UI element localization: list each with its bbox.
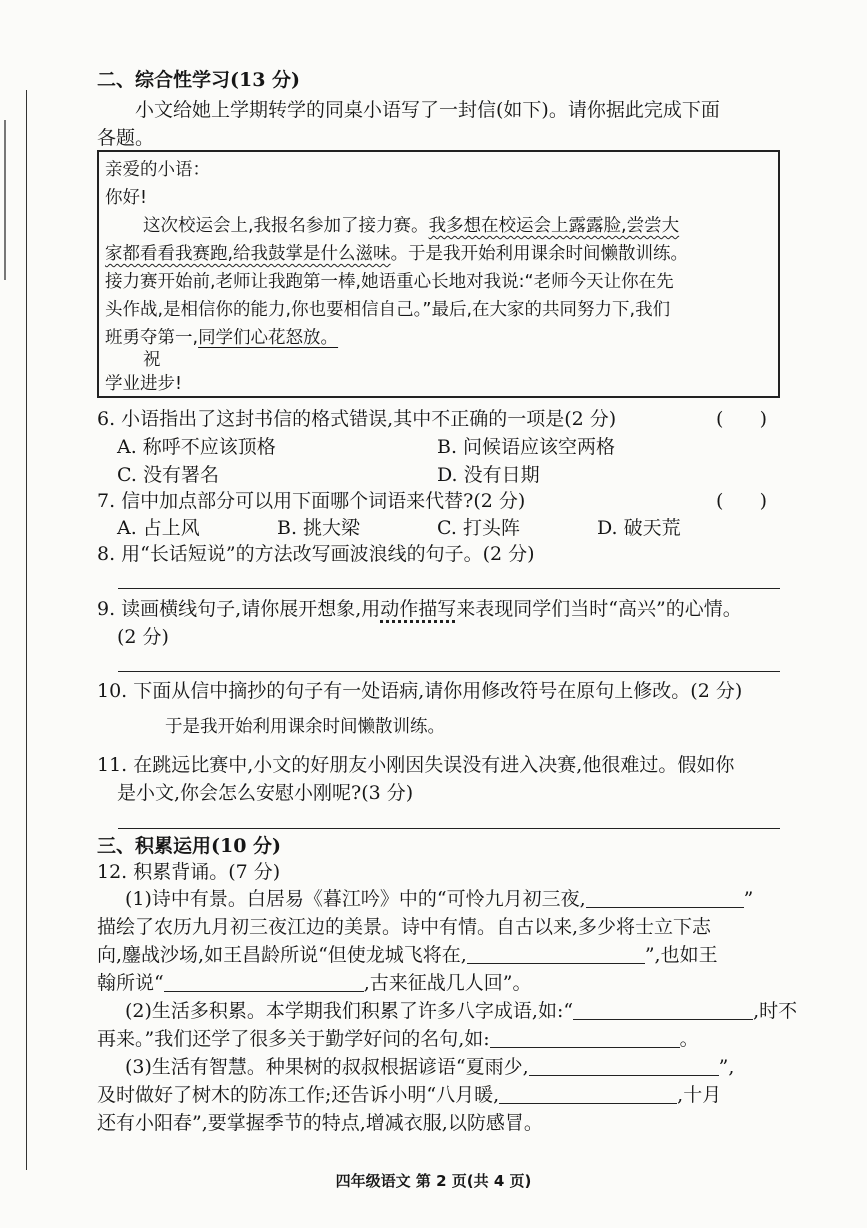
q12-text: (2)生活多积累。本学期我们积累了许多八字成语,如:“ xyxy=(125,1000,574,1022)
letter-line-3: 接力赛开始前,老师让我跑第一棒,她语重心长地对我说:“老师今天让你在先 xyxy=(105,272,674,292)
letter-text: 。于是我开始利用课余时间懒散训练。 xyxy=(390,244,689,264)
letter-text: 这次校运会上,我报名参加了接力赛。 xyxy=(143,216,429,236)
q9-text: 来表现同学们当时“高兴”的心情。 xyxy=(456,598,742,620)
q10-sentence[interactable]: 于是我开始利用课余时间懒散训练。 xyxy=(165,717,445,737)
q12-text: 向,鏖战沙场,如王昌龄所说“但使龙城飞将在, xyxy=(97,944,467,966)
q6-answer-paren[interactable]: ( ) xyxy=(716,408,768,430)
letter-text: 班勇夺第一, xyxy=(105,328,199,348)
blank-idiom[interactable] xyxy=(573,1001,753,1020)
q9-score: (2 分) xyxy=(117,626,169,648)
q12-text: ,十月 xyxy=(677,1084,722,1106)
q10-stem: 10. 下面从信中摘抄的句子有一处语病,请你用修改符号在原句上修改。(2 分) xyxy=(97,680,743,702)
q11-stem-line-1: 11. 在跳远比赛中,小文的好朋友小刚因失误没有进入决赛,他很难过。假如你 xyxy=(97,754,735,776)
blank-proverb-2[interactable] xyxy=(499,1085,677,1104)
q11-stem-line-2: 是小文,你会怎么安慰小刚呢?(3 分) xyxy=(117,782,414,804)
q12-line-4 xyxy=(97,969,531,997)
q7-option-a[interactable]: A. 占上风 xyxy=(117,517,200,539)
letter-line-1 xyxy=(143,212,679,240)
q11-answer-line[interactable] xyxy=(118,828,780,829)
blank-proverb-1[interactable] xyxy=(529,1057,719,1076)
blank-chusai[interactable] xyxy=(467,945,645,964)
q12-line-9: 还有小阳春”,要掌握季节的特点,增减衣服,以防感冒。 xyxy=(97,1112,543,1134)
q9-answer-line[interactable] xyxy=(118,671,780,672)
blank-jiangyin[interactable] xyxy=(586,889,744,908)
q6-option-c[interactable]: C. 没有署名 xyxy=(117,464,219,486)
q12-line-6 xyxy=(97,1025,699,1053)
scan-edge-mark xyxy=(4,120,6,280)
section-2-title: 二、综合性学习(13 分) xyxy=(97,69,301,91)
q8-stem: 8. 用“长话短说”的方法改写画波浪线的句子。(2 分) xyxy=(97,543,535,565)
wavy-underlined-sentence: 我多想在校运会上露露脸,尝尝大 xyxy=(428,216,680,236)
q6-option-a[interactable]: A. 称呼不应该顶格 xyxy=(117,436,276,458)
q6-option-b[interactable]: B. 问候语应该空两格 xyxy=(437,436,616,458)
letter-line-2 xyxy=(105,240,688,268)
q9-dotted-words: 动作描写 xyxy=(380,598,457,620)
letter-closing-1: 祝 xyxy=(143,350,161,370)
blank-liangzhouci[interactable] xyxy=(164,973,364,992)
blank-quote[interactable] xyxy=(490,1029,680,1048)
q7-option-c[interactable]: C. 打头阵 xyxy=(437,517,520,539)
letter-greeting: 你好! xyxy=(105,188,148,208)
q9-text: 9. 读画横线句子,请你展开想象,用 xyxy=(97,598,381,620)
q12-text: ” xyxy=(743,888,754,910)
section-3-title: 三、积累运用(10 分) xyxy=(97,835,282,857)
q6-option-d[interactable]: D. 没有日期 xyxy=(437,464,540,486)
q12-line-8 xyxy=(97,1081,721,1109)
q7-option-b[interactable]: B. 挑大梁 xyxy=(277,517,361,539)
q8-answer-line[interactable] xyxy=(118,588,780,589)
q12-text: ,古来征战几人回”。 xyxy=(363,972,532,994)
q12-line-3 xyxy=(97,941,718,969)
binding-line xyxy=(26,90,27,1170)
q9-stem xyxy=(97,595,742,623)
q7-stem: 7. 信中加点部分可以用下面哪个词语来代替?(2 分) xyxy=(97,490,526,512)
letter-salutation: 亲爱的小语： xyxy=(105,160,210,180)
q7-answer-paren[interactable]: ( ) xyxy=(716,490,768,512)
q12-line-7 xyxy=(125,1053,734,1081)
underlined-sentence: 同学们心花怒放。 xyxy=(198,328,339,348)
q12-text: 再来。”我们还学了很多关于勤学好问的名句,如: xyxy=(97,1028,490,1050)
q6-stem: 6. 小语指出了这封书信的格式错误,其中不正确的一项是(2 分) xyxy=(97,408,617,430)
q7-option-d[interactable]: D. 破天荒 xyxy=(597,517,681,539)
q12-line-5 xyxy=(125,997,797,1025)
q12-text: 翰所说“ xyxy=(97,972,164,994)
section-2-intro-line-2: 各题。 xyxy=(97,127,155,149)
letter-box xyxy=(97,150,780,398)
q12-text: ”,也如王 xyxy=(644,944,718,966)
letter-closing-2: 学业进步! xyxy=(105,374,183,394)
q12-text: ”, xyxy=(718,1056,735,1078)
letter-line-5 xyxy=(105,324,338,352)
page-footer: 四年级语文 第 2 页(共 4 页) xyxy=(335,1172,532,1190)
q12-text: (1)诗中有景。白居易《暮江吟》中的“可怜九月初三夜, xyxy=(125,888,586,910)
q12-text: ,时不 xyxy=(753,1000,798,1022)
wavy-underlined-sentence-cont: 家都看看我赛跑,给我鼓掌是什么滋味 xyxy=(105,244,391,264)
section-2-intro-line-1: 小文给她上学期转学的同桌小语写了一封信(如下)。请你据此完成下面 xyxy=(135,99,720,121)
letter-line-4: 头作战,是相信你的能力,你也要相信自己。”最后,在大家的共同努力下,我们 xyxy=(105,300,671,320)
q12-line-2: 描绘了农历九月初三夜江边的美景。诗中有情。自古以来,多少将士立下志 xyxy=(97,916,712,938)
q12-text: (3)生活有智慧。种果树的叔叔根据谚语“夏雨少, xyxy=(125,1056,529,1078)
q12-text: 及时做好了树木的防冻工作;还告诉小明“八月暖, xyxy=(97,1084,500,1106)
q12-text: 。 xyxy=(679,1028,699,1050)
q12-line-1 xyxy=(125,885,753,913)
q12-stem: 12. 积累背诵。(7 分) xyxy=(97,861,281,883)
